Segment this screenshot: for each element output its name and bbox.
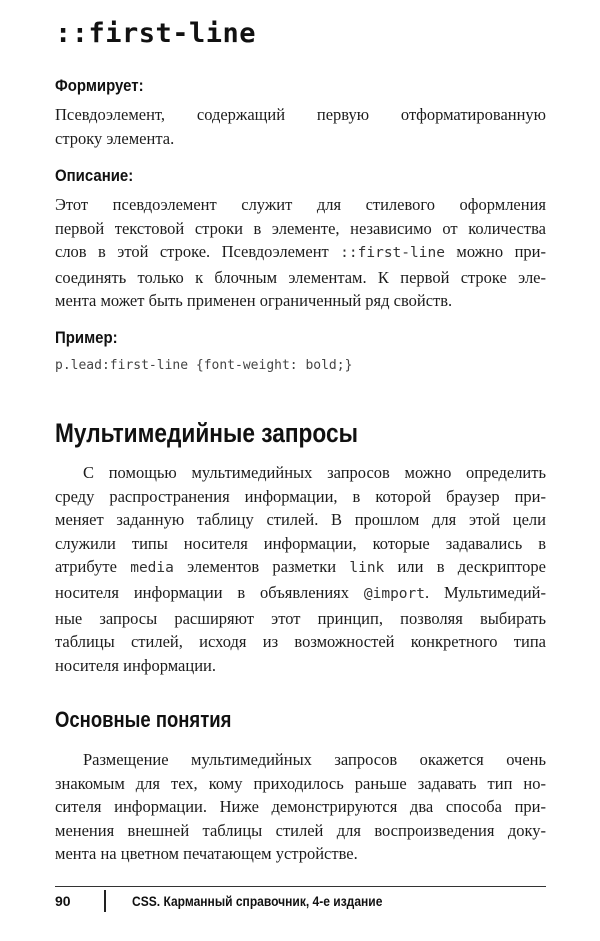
section-line: меняет заданную таблицу стилей. В прошлом для этой цели [55, 510, 546, 530]
inline-code: @import [363, 585, 425, 602]
section-line: служили типы носителя информации, которые задавались в [55, 533, 546, 553]
running-title: CSS. Карманный справочник, 4-е издание [132, 893, 383, 909]
page-number: 90 [55, 893, 71, 909]
subsection-line: мента на цветном печатающем устройстве. [55, 844, 358, 864]
forms-line: Псевдоэлемент, содержащий первую отформатированную [55, 105, 546, 124]
section-line: атрибуте media элементов разметки link или в дескрипторе [55, 557, 546, 577]
description-label: Описание: [55, 166, 134, 185]
inline-code: ::first-line [340, 245, 445, 262]
section-line: ные запросы расширяют этот принцип, позволяя выбирать [55, 608, 546, 628]
description-line: слов в этой строке. Псевдоэлемент ::first-line можно при- [55, 242, 546, 262]
section-line: таблицы стилей, исходя из возможностей конкретного типа [55, 632, 546, 652]
description-line: Этот псевдоэлемент служит для стилевого оформления [55, 195, 546, 214]
forms-line: строку элемента. [55, 128, 175, 148]
entry-title: ::first-line [55, 18, 257, 49]
inline-code: media [130, 560, 174, 577]
description-line: соединять только к блочным элементам. К первой строке эле- [55, 267, 546, 287]
section-line: носителя информации в объявлениях @import. Мультимедий- [55, 582, 546, 602]
description-line: мента может быть применен ограниченный ряд свойств. [55, 291, 453, 311]
forms-text [55, 103, 546, 150]
section-line: среду распространения информации, в которой браузер при- [55, 486, 546, 506]
footer-divider [55, 886, 546, 887]
inline-code: link [349, 560, 385, 577]
section-title: Мультимедийные запросы [55, 418, 358, 448]
example-label: Пример: [55, 328, 118, 347]
description-line: первой текстовой строки в элементе, независимо от количества [55, 218, 546, 238]
subsection-line: Размещение мультимедийных запросов окажется очень [83, 750, 546, 769]
section-text [55, 461, 546, 677]
subsection-line: знакомым для тех, кому приходилось раньше задавать тип но- [55, 773, 546, 793]
subsection-line: сителя информации. Ниже демонстрируются два способа при- [55, 797, 546, 817]
forms-label: Формирует: [55, 76, 144, 95]
example-code: p.lead:first-line {font-weight: bold;} [55, 358, 353, 373]
footer-separator [104, 890, 106, 912]
section-line: С помощью мультимедийных запросов можно определить [83, 463, 546, 482]
subsection-line: менения внешней таблицы стилей для воспроизведения доку- [55, 820, 546, 840]
subsection-text [55, 748, 546, 866]
description-text [55, 193, 546, 313]
subsection-title: Основные понятия [55, 707, 232, 732]
section-line: носителя информации. [55, 655, 216, 675]
